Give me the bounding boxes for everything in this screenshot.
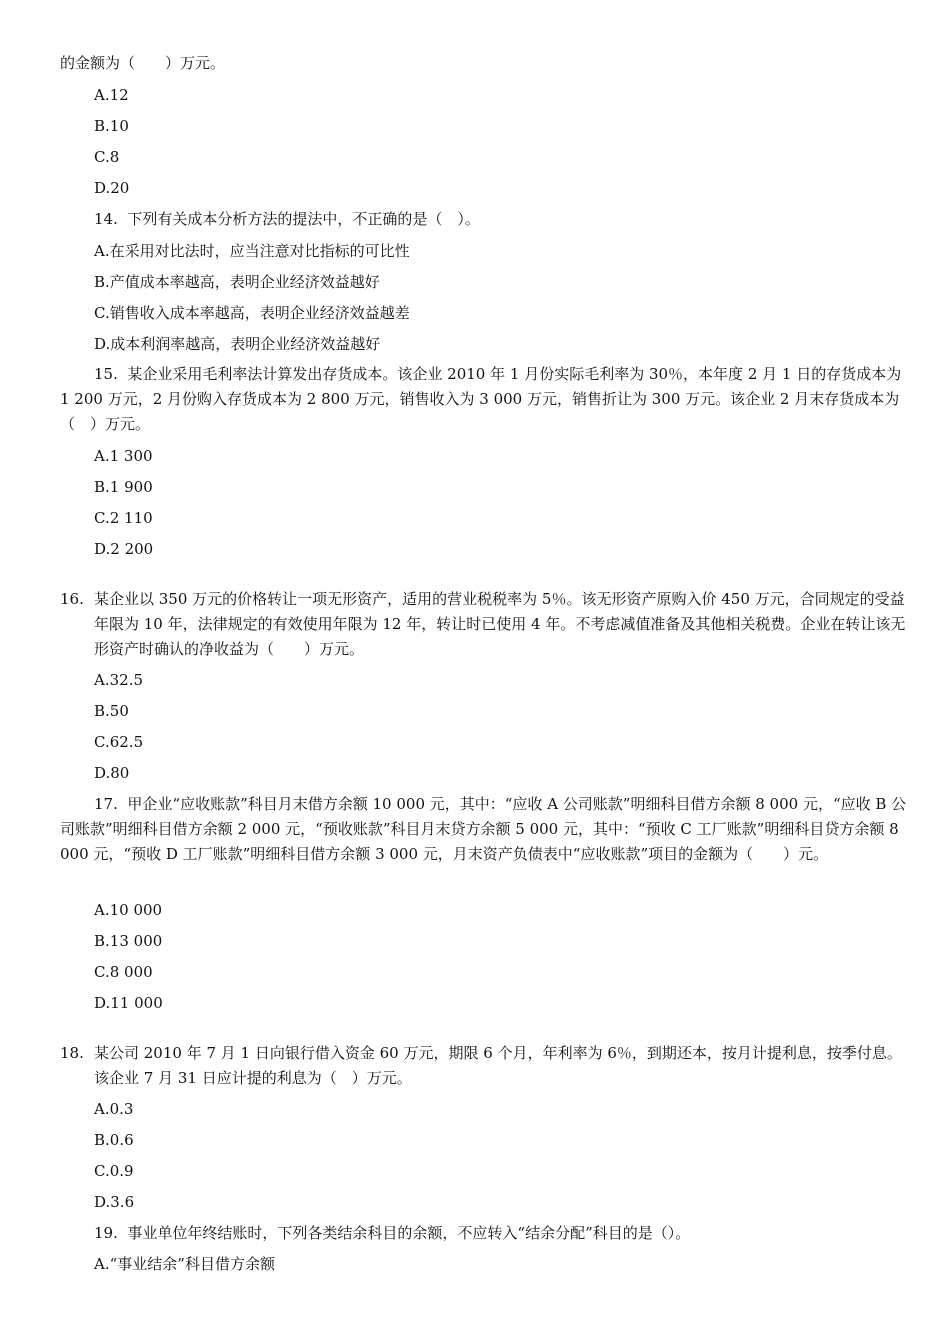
q17-option-b: B.13 000	[94, 932, 163, 950]
question-13-tail: 的金额为（ ）万元。	[60, 54, 226, 72]
q15-option-c: C.2 110	[94, 509, 153, 527]
question-19-number: 19.	[94, 1224, 118, 1242]
q16-option-c: C.62.5	[94, 733, 144, 751]
q18-option-c: C.0.9	[94, 1162, 134, 1180]
q14-option-d: D.成本利润率越高，表明企业经济效益越好	[94, 335, 381, 353]
q14-option-b: B.产值成本率越高，表明企业经济效益越好	[94, 273, 380, 291]
question-18-text: 某公司 2010 年 7 月 1 日向银行借入资金 60 万元，期限 6 个月，年利率为 6％，到期还本，按月计提利息，按季付息。该企业 7 月 31 日应计提的利息为（ ）万元。	[94, 1044, 902, 1087]
q15-option-d: D.2 200	[94, 540, 154, 558]
question-14-number: 14.	[94, 210, 118, 228]
q18-option-d: D.3.6	[94, 1193, 135, 1211]
question-15-number: 15.	[94, 365, 118, 383]
q13-option-a: A.12	[94, 86, 129, 104]
question-17-number: 17.	[94, 795, 118, 813]
question-17-text: 甲企业“应收账款”科目月末借方余额 10 000 元，其中：“应收 A 公司账款”明细科目借方余额 8 000 元，“应收 B 公司账款”明细科目借方余额 2 000 元，“预收账款”科目月末贷方余额 5 000 元，其中：“预收 C 工厂账款”明细科目贷方余额 8 000 元，“预收 D 工厂账款”明细科目借方余额 3 000 元，月末资产负债表中“应收账款”项目的金额为（ ）元。	[60, 795, 907, 863]
q17-option-d: D.11 000	[94, 994, 163, 1012]
q18-option-b: B.0.6	[94, 1131, 134, 1149]
q16-option-b: B.50	[94, 702, 129, 720]
q16-option-d: D.80	[94, 764, 130, 782]
q15-option-a: A.1 300	[94, 447, 153, 465]
question-16-number: 16.	[60, 590, 84, 608]
q19-option-a: A.“事业结余”科目借方余额	[94, 1255, 275, 1273]
question-19-stem	[94, 1223, 690, 1243]
q18-option-a: A.0.3	[94, 1100, 134, 1118]
q13-option-c: C.8	[94, 148, 120, 166]
question-17-stem	[60, 792, 912, 867]
question-14-text: 下列有关成本分析方法的提法中，不正确的是（ ）。	[127, 210, 480, 228]
q14-option-a: A.在采用对比法时，应当注意对比指标的可比性	[94, 242, 410, 260]
question-16-text: 某企业以 350 万元的价格转让一项无形资产，适用的营业税税率为 5％。该无形资产原购入价 450 万元，合同规定的受益年限为 10 年，法律规定的有效使用年限为 12 年，转让时已使用 4 年。不考虑减值准备及其他相关税费。企业在转让该无形资产时确认的净收益为（ ）万元。	[94, 590, 906, 658]
question-19-text: 事业单位年终结账时，下列各类结余科目的余额，不应转入“结余分配”科目的是（）。	[127, 1224, 691, 1242]
question-14-stem	[94, 209, 480, 229]
question-15-stem	[60, 362, 912, 437]
q13-option-b: B.10	[94, 117, 129, 135]
q17-option-c: C.8 000	[94, 963, 153, 981]
q14-option-c: C.销售收入成本率越高，表明企业经济效益越差	[94, 304, 410, 322]
q13-option-d: D.20	[94, 179, 130, 197]
q17-option-a: A.10 000	[94, 901, 163, 919]
question-18-number: 18.	[60, 1044, 84, 1062]
q15-option-b: B.1 900	[94, 478, 153, 496]
question-15-text: 某企业采用毛利率法计算发出存货成本。该企业 2010 年 1 月份实际毛利率为 30％，本年度 2 月 1 日的存货成本为 1 200 万元，2 月份购入存货成本为 2 800 万元，销售收入为 3 000 万元，销售折让为 300 万元。该企业 2 月末存货成本为（ ）万元。	[60, 365, 902, 433]
q16-option-a: A.32.5	[94, 671, 143, 689]
